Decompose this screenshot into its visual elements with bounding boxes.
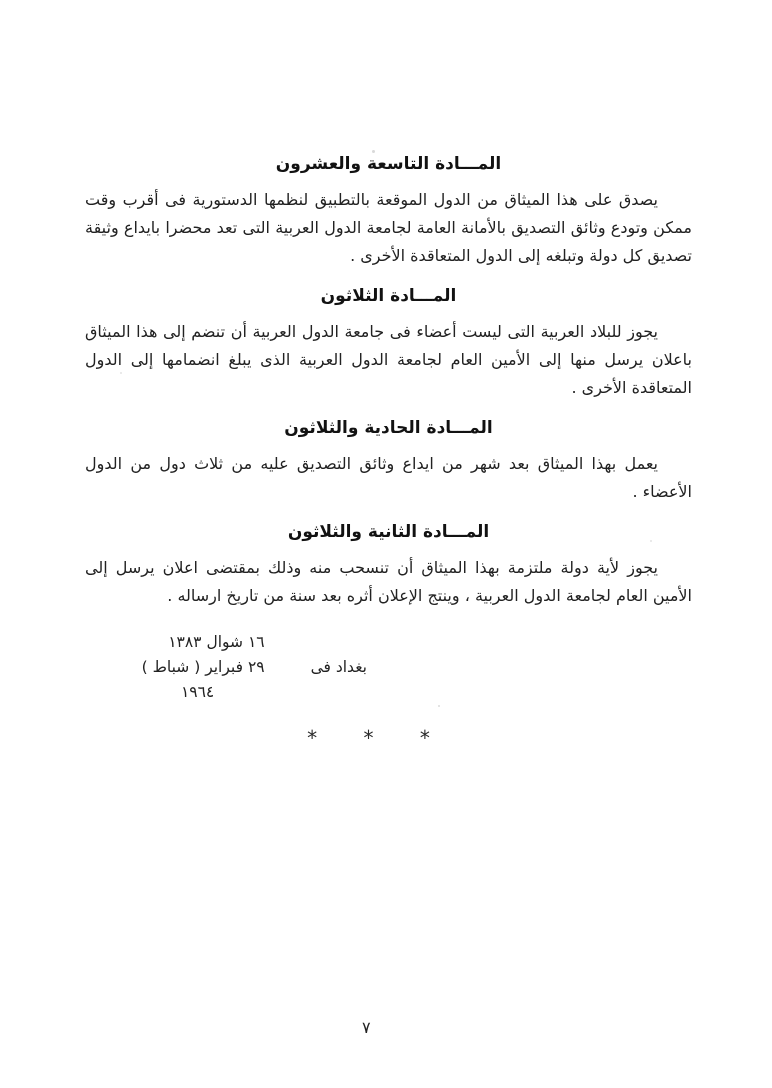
signature-hijri-date: ١٦ شوال ١٣٨٣ [168,633,265,651]
page-number: ٧ [362,1018,371,1037]
scan-speck [372,150,375,153]
article-32-heading: المـــادة الثانية والثلاثون [287,522,490,542]
signature-place: بغداد فى [310,658,367,676]
article-29-section [85,152,692,270]
signature-gregorian-date: ٢٩ فبراير ( شباط ) [141,658,265,676]
asterisk-separator: * * * [307,726,430,750]
article-31-section [85,416,692,506]
signature-gregorian-year: ١٩٦٤ [180,683,215,701]
article-32-section [85,520,692,610]
scan-speck [120,372,122,374]
article-31-body: يعمل بهذا الميثاق بعد شهر من ايداع وثائق التصديق عليه من ثلاث دول من الدول الأعضاء . [85,454,692,501]
article-30-body: يجوز للبلاد العربية التى ليست أعضاء فى جامعة الدول العربية أن تنضم إلى هذا الميثاق باعلان يرسل منها إلى الأمين العام لجامعة الدول العربية الذى يبلغ انضمامها إلى الدول المتعاقدة الأخرى . [85,322,692,397]
article-32-body: يجوز لأية دولة ملتزمة بهذا الميثاق أن تنسحب منه وذلك بمقتضى اعلان يرسل إلى الأمين العام لجامعة الدول العربية ، وينتج الإعلان أثره بعد سنة من تاريخ ارساله . [85,558,692,605]
scan-speck [650,540,652,542]
article-31-heading: المـــادة الحادية والثلاثون [284,418,493,438]
article-29-heading: المـــادة التاسعة والعشرون [275,154,502,174]
signature-dates [131,630,265,705]
article-30-section [85,284,692,402]
article-30-heading: المـــادة الثلاثون [320,286,457,306]
article-29-body: يصدق على هذا الميثاق من الدول الموقعة بالتطبيق لنظمها الدستورية فى أقرب وقت ممكن وتودع وثائق التصديق بالأمانة العامة لجامعة الدول العربية التى تعد محضرا بايداع وثيقة تصديق كل دولة وتبلغه إلى الدول المتعاقدة الأخرى . [85,190,692,265]
scan-speck [438,705,440,707]
signature-block [85,630,367,705]
